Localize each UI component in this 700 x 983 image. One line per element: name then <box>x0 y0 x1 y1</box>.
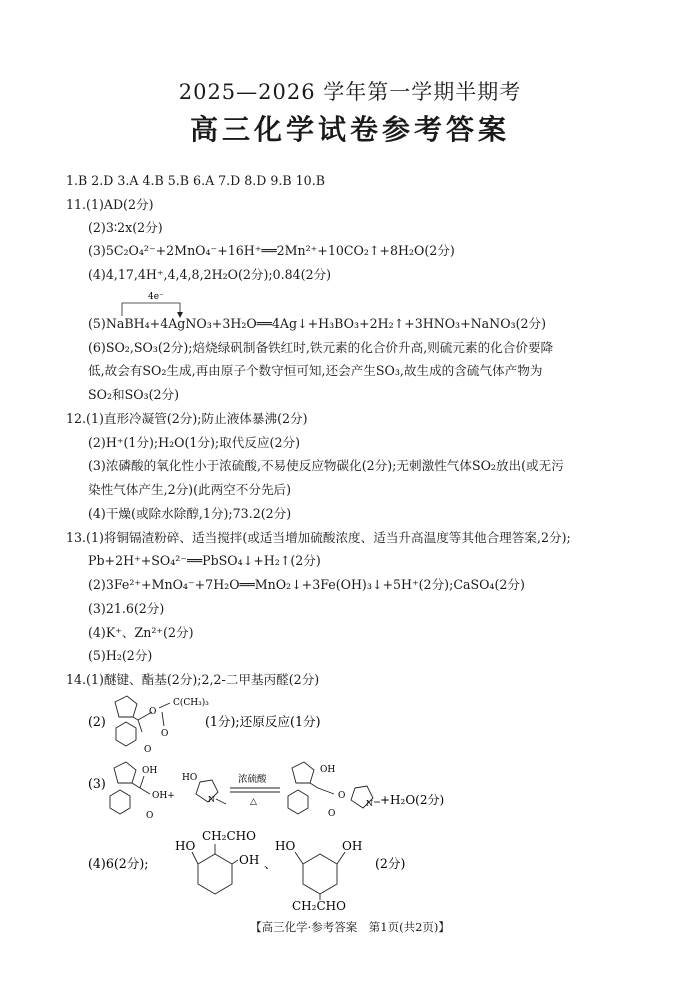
q11-part5: (5)NaBH₄+4AgNO₃+3H₂O══4Ag↓+H₃BO₃+2H₂↑+3HNO₃+NaNO₃(2分) <box>88 316 547 331</box>
q11-part6-line3: SO₂和SO₃(2分) <box>88 387 180 402</box>
q14-part1: 14.(1)醚键、酯基(2分);2,2-二甲基丙醛(2分) <box>66 672 320 687</box>
svg-text:浓硫酸: 浓硫酸 <box>238 774 267 785</box>
svg-text:、: 、 <box>264 856 277 871</box>
svg-text:OH: OH <box>320 765 336 775</box>
svg-text:O: O <box>338 791 346 801</box>
svg-text:N: N <box>208 795 215 804</box>
svg-text:HO: HO <box>182 773 198 783</box>
q12-part4: (4)干燥(或除水除醇,1分);73.2(2分) <box>88 506 292 521</box>
q12-part3-line2: 染性气体产生,2分)(此两空不分先后) <box>88 482 292 497</box>
q11-part1: 11.(1)AD(2分) <box>66 197 154 212</box>
svg-text:O: O <box>161 729 169 739</box>
svg-text:CH₂CHO: CH₂CHO <box>202 829 256 843</box>
svg-text:O: O <box>144 745 152 754</box>
svg-text:O: O <box>146 811 154 821</box>
page-title: 高三化学试卷参考答案 <box>189 113 510 146</box>
q13-part5: (5)H₂(2分) <box>88 648 153 663</box>
svg-text:(2): (2) <box>88 714 106 729</box>
q14-part4-structures <box>80 822 500 914</box>
exam-header: 2025—2026 学年第一学期半期考 <box>178 80 522 104</box>
page-footer: 【高三化学·参考答案 第1页(共2页)】 <box>250 920 450 934</box>
svg-text:(3): (3) <box>88 776 106 791</box>
q13-part3: (3)21.6(2分) <box>88 601 165 616</box>
svg-text:HO: HO <box>175 839 196 853</box>
svg-text:OH: OH <box>239 853 260 867</box>
q11-part3: (3)5C₂O₄²⁻+2MnO₄⁻+16H⁺══2Mn²⁺+10CO₂↑+8H₂O(2分) <box>88 243 455 258</box>
svg-text:O: O <box>328 809 336 819</box>
svg-text:(2分): (2分) <box>375 856 406 871</box>
mcq-answers: 1.B 2.D 3.A 4.B 5.B 6.A 7.D 8.D 9.B 10.B <box>66 173 325 188</box>
q12-part2: (2)H⁺(1分);H₂O(1分);取代反应(2分) <box>88 435 300 450</box>
svg-text:CH₂CHO: CH₂CHO <box>292 899 346 913</box>
q13-part2: (2)3Fe²⁺+MnO₄⁻+7H₂O══MnO₂↓+3Fe(OH)₃↓+5H⁺(2分);CaSO₄(2分) <box>88 577 525 592</box>
q11-part6-line1: (6)SO₂,SO₃(2分);焙烧绿矾制备铁红时,铁元素的化合价升高,则硫元素的化合价要降 <box>88 340 554 355</box>
svg-text:HO: HO <box>275 839 296 853</box>
q11-part2: (2)3∶2x(2分) <box>88 220 163 235</box>
electron-label: 4e⁻ <box>148 292 164 302</box>
q13-part1-line2: Pb+2H⁺+SO₄²⁻══PbSO₄↓+H₂↑(2分) <box>88 553 321 568</box>
q11-part6-line2: 低,故会有SO₂生成,再由原子个数守恒可知,还会产生SO₃,故生成的含硫气体产物为 <box>88 363 543 378</box>
q14-part3-reaction <box>80 758 680 822</box>
svg-text:C(CH₃)₃: C(CH₃)₃ <box>173 698 209 708</box>
q12-part3-line1: (3)浓磷酸的氧化性小于浓硫酸,不易使反应物碳化(2分);无刺激性气体SO₂放出(或无污 <box>88 458 564 473</box>
svg-text:OH+: OH+ <box>152 791 175 801</box>
q13-part1-line1: 13.(1)将铜镉渣粉碎、适当搅拌(或适当增加硫酸浓度、适当升高温度等其他合理答案,2分); <box>66 530 571 545</box>
svg-text:OH: OH <box>342 839 363 853</box>
svg-text:(4)6(2分);: (4)6(2分); <box>88 856 149 871</box>
q11-part4: (4)4,17,4H⁺,4,4,8,2H₂O(2分);0.84(2分) <box>88 267 332 282</box>
q13-part4: (4)K⁺、Zn²⁺(2分) <box>88 625 194 640</box>
q12-part1: 12.(1)直形冷凝管(2分);防止液体暴沸(2分) <box>66 411 308 426</box>
svg-text:△: △ <box>250 797 257 807</box>
q14-part2-structure <box>80 692 370 754</box>
svg-text:N: N <box>366 799 373 808</box>
svg-text:(1分);还原反应(1分): (1分);还原反应(1分) <box>205 714 321 729</box>
svg-text:O: O <box>149 707 157 717</box>
svg-text:+H₂O(2分): +H₂O(2分) <box>380 793 445 807</box>
svg-text:OH: OH <box>142 766 158 776</box>
